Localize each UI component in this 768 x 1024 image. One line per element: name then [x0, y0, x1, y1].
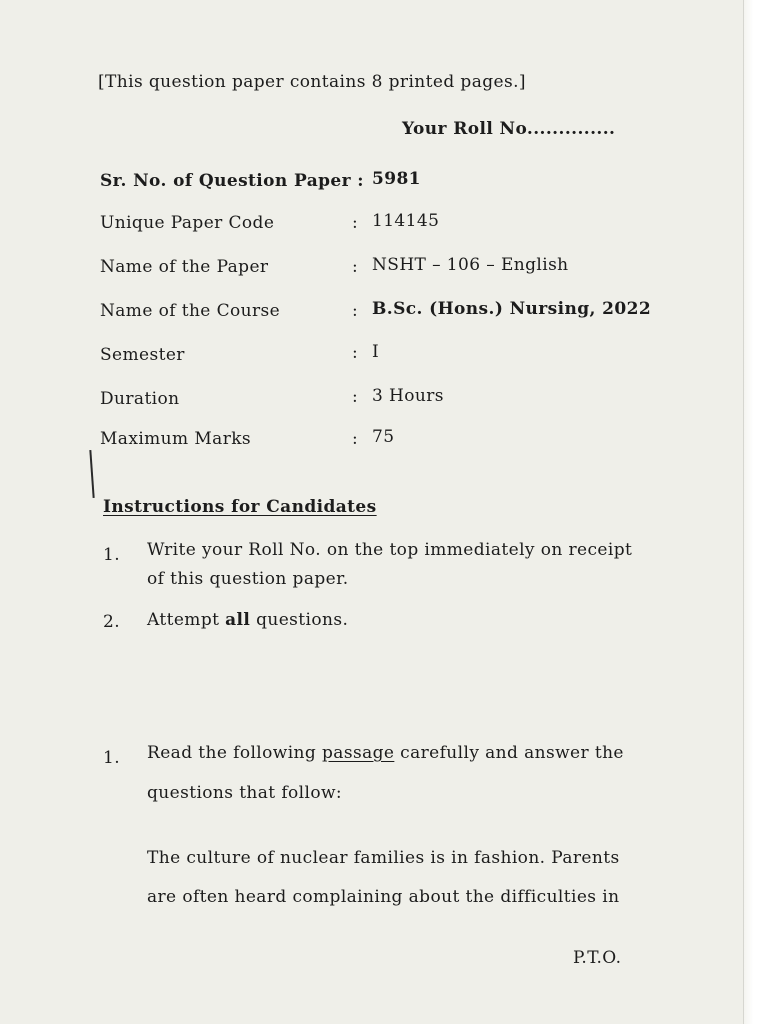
- info-label-semester: Semester: [100, 345, 185, 365]
- page-count-note: [This question paper contains 8 printed pages.]: [98, 72, 526, 92]
- sr-no-value: 5981: [372, 169, 421, 189]
- page-edge: [743, 0, 768, 1024]
- roll-number-field: Your Roll No..............: [402, 119, 616, 139]
- info-colon: :: [352, 213, 359, 233]
- instruction-line: Write your Roll No. on the top immediately on receipt: [147, 540, 633, 560]
- info-value-duration: 3 Hours: [372, 386, 444, 406]
- question-number: 1.: [103, 748, 121, 768]
- question-prompt-line: questions that follow:: [147, 783, 343, 803]
- instruction-text-bold: all: [225, 610, 251, 630]
- info-colon: :: [352, 343, 359, 363]
- info-label-course: Name of the Course: [100, 301, 281, 321]
- info-label-paper-name: Name of the Paper: [100, 257, 269, 277]
- info-colon: :: [352, 257, 359, 277]
- question-prompt-post: carefully and answer the: [394, 743, 624, 763]
- pen-mark: [89, 450, 94, 498]
- info-value-paper-name: NSHT – 106 – English: [372, 255, 569, 275]
- instruction-text-post: questions.: [250, 610, 349, 630]
- info-value-paper-code: 114145: [372, 211, 440, 231]
- passage-line: are often heard complaining about the difficulties in: [147, 887, 620, 907]
- instruction-number: 1.: [103, 545, 121, 565]
- passage-line: The culture of nuclear families is in fashion. Parents: [147, 848, 620, 868]
- question-prompt-underlined: passage: [322, 743, 395, 763]
- info-value-max-marks: 75: [372, 427, 395, 447]
- info-colon: :: [352, 429, 359, 449]
- info-label-duration: Duration: [100, 389, 180, 409]
- question-prompt-pre: Read the following: [147, 743, 322, 763]
- info-colon: :: [352, 301, 359, 321]
- pto-label: P.T.O.: [573, 948, 622, 968]
- info-colon: :: [352, 387, 359, 407]
- info-value-semester: I: [372, 342, 380, 362]
- sr-no-label: Sr. No. of Question Paper :: [100, 171, 364, 191]
- question-prompt-line: [147, 743, 624, 763]
- info-label-max-marks: Maximum Marks: [100, 429, 252, 449]
- info-value-course: B.Sc. (Hons.) Nursing, 2022: [372, 299, 652, 319]
- instruction-text: [147, 610, 348, 630]
- instructions-heading: Instructions for Candidates: [103, 497, 377, 517]
- instruction-number: 2.: [103, 612, 121, 632]
- info-label-paper-code: Unique Paper Code: [100, 213, 275, 233]
- instruction-text-pre: Attempt: [147, 610, 226, 630]
- instruction-line: of this question paper.: [147, 569, 349, 589]
